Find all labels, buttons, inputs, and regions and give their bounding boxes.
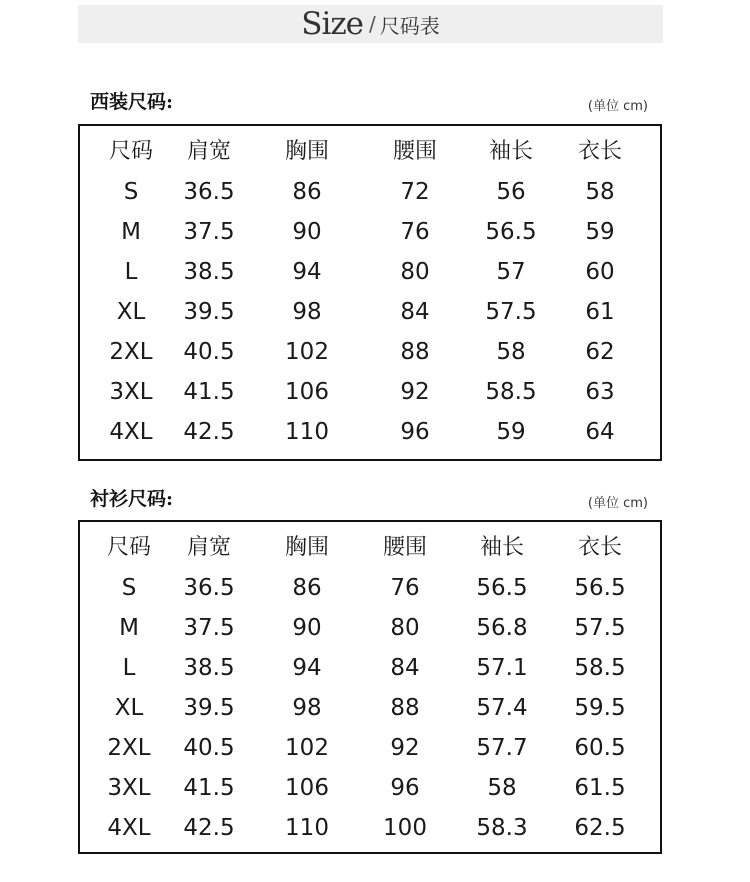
- table-header-row: [80, 132, 660, 172]
- table-row: [80, 728, 660, 768]
- cell-size: L: [122, 655, 136, 681]
- shirt-unit-label: (单位 cm): [587, 496, 648, 511]
- cell-chest: 90: [292, 219, 322, 245]
- cell-chest: 90: [292, 615, 322, 641]
- cell-sleeve: 57.5: [485, 299, 537, 325]
- cell-chest: 86: [292, 179, 322, 205]
- cell-chest: 110: [285, 419, 329, 445]
- cell-waist: 76: [390, 575, 420, 601]
- cell-size: L: [124, 259, 138, 285]
- cell-shoulder: 37.5: [183, 219, 235, 245]
- suit-unit-label: (单位 cm): [587, 99, 648, 114]
- header-chest: 胸围: [284, 139, 330, 164]
- cell-sleeve: 58.3: [476, 815, 528, 841]
- page-subtitle: 尺码表: [379, 13, 440, 38]
- cell-sleeve: 57.4: [476, 695, 528, 721]
- table-row: [80, 412, 660, 452]
- page-title: Size: [301, 6, 364, 42]
- cell-length: 59.5: [574, 695, 626, 721]
- cell-size: M: [121, 219, 141, 245]
- cell-sleeve: 56.5: [485, 219, 537, 245]
- shirt-size-table: [78, 520, 662, 854]
- cell-length: 60: [585, 259, 615, 285]
- cell-chest: 102: [285, 339, 329, 365]
- cell-size: 2XL: [107, 735, 151, 761]
- cell-shoulder: 37.5: [183, 615, 235, 641]
- table-row: [80, 252, 660, 292]
- cell-size: S: [123, 179, 139, 205]
- table-row: [80, 172, 660, 212]
- cell-size: XL: [116, 299, 146, 325]
- cell-sleeve: 58.5: [485, 379, 537, 405]
- table-row: [80, 688, 660, 728]
- cell-shoulder: 39.5: [183, 299, 235, 325]
- header-shoulder: 肩宽: [186, 535, 232, 560]
- cell-size: XL: [114, 695, 144, 721]
- cell-sleeve: 57.7: [476, 735, 528, 761]
- cell-size: 4XL: [109, 419, 153, 445]
- title-separator: /: [369, 12, 376, 36]
- cell-size: S: [121, 575, 137, 601]
- cell-waist: 80: [390, 615, 420, 641]
- cell-chest: 106: [285, 379, 329, 405]
- cell-shoulder: 41.5: [183, 379, 235, 405]
- cell-chest: 98: [292, 299, 322, 325]
- cell-length: 61.5: [574, 775, 626, 801]
- cell-length: 58.5: [574, 655, 626, 681]
- cell-size: M: [119, 615, 139, 641]
- header-sleeve: 袖长: [488, 139, 534, 164]
- cell-sleeve: 56: [496, 179, 526, 205]
- header-size: 尺码: [108, 139, 154, 164]
- page-title-bar: [78, 5, 663, 43]
- cell-size: 2XL: [109, 339, 153, 365]
- header-chest: 胸围: [284, 535, 330, 560]
- cell-chest: 106: [285, 775, 329, 801]
- cell-length: 62: [585, 339, 615, 365]
- table-row: [80, 372, 660, 412]
- header-sleeve: 袖长: [479, 535, 525, 560]
- cell-size: 4XL: [107, 815, 151, 841]
- cell-shoulder: 38.5: [183, 655, 235, 681]
- cell-waist: 88: [390, 695, 420, 721]
- cell-waist: 92: [390, 735, 420, 761]
- cell-waist: 92: [400, 379, 430, 405]
- cell-waist: 80: [400, 259, 430, 285]
- cell-shoulder: 39.5: [183, 695, 235, 721]
- cell-length: 60.5: [574, 735, 626, 761]
- cell-sleeve: 58: [496, 339, 526, 365]
- shirt-section-title: 衬衫尺码:: [90, 488, 174, 510]
- cell-waist: 96: [400, 419, 430, 445]
- cell-shoulder: 42.5: [183, 419, 235, 445]
- cell-waist: 100: [383, 815, 427, 841]
- header-length: 衣长: [577, 139, 623, 164]
- table-row: [80, 212, 660, 252]
- table-row: [80, 808, 660, 848]
- cell-shoulder: 40.5: [183, 339, 235, 365]
- header-waist: 腰围: [382, 535, 428, 560]
- cell-length: 58: [585, 179, 615, 205]
- cell-sleeve: 57: [496, 259, 526, 285]
- suit-size-table: [78, 124, 662, 461]
- cell-sleeve: 57.1: [476, 655, 528, 681]
- cell-length: 63: [585, 379, 615, 405]
- suit-section-title: 西装尺码:: [90, 91, 174, 113]
- cell-size: 3XL: [109, 379, 153, 405]
- cell-waist: 72: [400, 179, 430, 205]
- table-header-row: [80, 528, 660, 568]
- cell-chest: 94: [292, 259, 322, 285]
- cell-length: 56.5: [574, 575, 626, 601]
- table-row: [80, 768, 660, 808]
- header-shoulder: 肩宽: [186, 139, 232, 164]
- cell-length: 59: [585, 219, 615, 245]
- cell-shoulder: 40.5: [183, 735, 235, 761]
- cell-waist: 96: [390, 775, 420, 801]
- header-length: 衣长: [577, 535, 623, 560]
- cell-length: 57.5: [574, 615, 626, 641]
- cell-length: 62.5: [574, 815, 626, 841]
- header-size: 尺码: [106, 535, 152, 560]
- cell-chest: 110: [285, 815, 329, 841]
- table-row: [80, 568, 660, 608]
- cell-shoulder: 36.5: [183, 179, 235, 205]
- cell-chest: 102: [285, 735, 329, 761]
- cell-waist: 84: [390, 655, 420, 681]
- cell-chest: 94: [292, 655, 322, 681]
- cell-chest: 86: [292, 575, 322, 601]
- cell-shoulder: 38.5: [183, 259, 235, 285]
- cell-sleeve: 58: [487, 775, 517, 801]
- cell-sleeve: 56.8: [476, 615, 528, 641]
- cell-shoulder: 42.5: [183, 815, 235, 841]
- cell-shoulder: 41.5: [183, 775, 235, 801]
- header-waist: 腰围: [392, 139, 438, 164]
- cell-shoulder: 36.5: [183, 575, 235, 601]
- cell-length: 64: [585, 419, 615, 445]
- cell-waist: 88: [400, 339, 430, 365]
- cell-waist: 84: [400, 299, 430, 325]
- cell-waist: 76: [400, 219, 430, 245]
- table-row: [80, 332, 660, 372]
- table-row: [80, 648, 660, 688]
- cell-length: 61: [585, 299, 615, 325]
- cell-chest: 98: [292, 695, 322, 721]
- table-row: [80, 292, 660, 332]
- cell-sleeve: 59: [496, 419, 526, 445]
- table-row: [80, 608, 660, 648]
- cell-size: 3XL: [107, 775, 151, 801]
- cell-sleeve: 56.5: [476, 575, 528, 601]
